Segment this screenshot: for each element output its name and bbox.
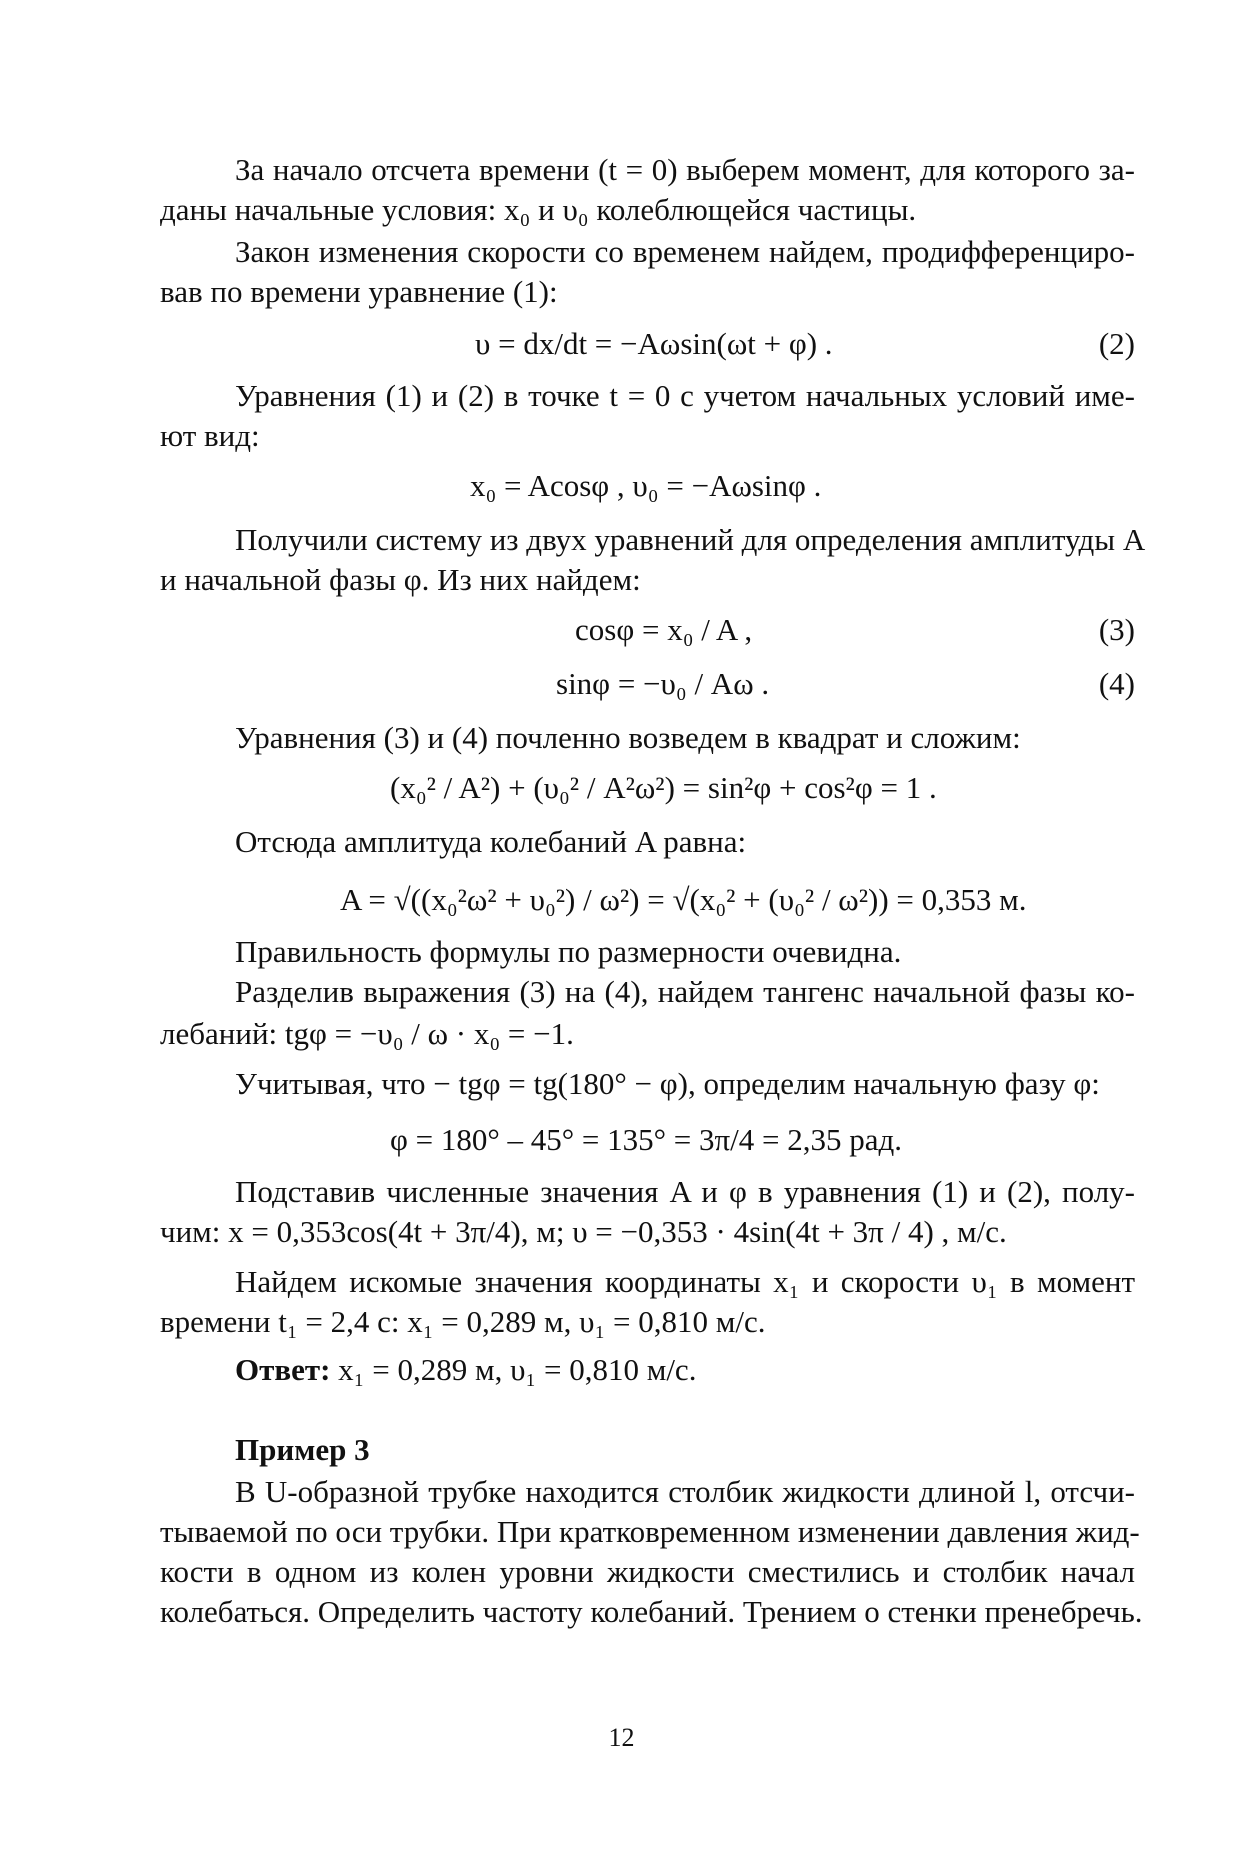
text-line: В U-образной трубке находится столбик жидкости длиной l, отсчи- — [235, 1474, 1135, 1509]
text-line: Подставив численные значения A и φ в уравнения (1) и (2), полу- — [235, 1174, 1135, 1209]
equation-2: υ = dx/dt = −Aωsin(ωt + φ) . — [475, 326, 833, 361]
equation-initial-conditions: x₀ = Acosφ , υ₀ = −Aωsinφ . — [470, 468, 822, 503]
text-line: чим: x = 0,353cos(4t + 3π/4), м; υ = −0,353 · 4sin(4t + 3π / 4) , м/с. — [160, 1214, 1007, 1249]
text-line: даны начальные условия: x₀ и υ₀ колеблющейся частицы. — [160, 192, 917, 227]
text-line: лебаний: tgφ = −υ₀ / ω · x₀ = −1. — [160, 1016, 574, 1051]
equation-number: (4) — [1098, 666, 1135, 701]
text-line: Закон изменения скорости со временем найдем, продифференциро- — [235, 234, 1135, 269]
answer-text: x₁ = 0,289 м, υ₁ = 0,810 м/с. — [330, 1352, 697, 1387]
equation-number: (2) — [1098, 326, 1135, 361]
text-line: ют вид: — [160, 418, 260, 453]
equation-amplitude: A = √((x₀²ω² + υ₀²) / ω²) = √(x₀² + (υ₀² / ω²)) = 0,353 м. — [340, 882, 1027, 917]
text-line: Отсюда амплитуда колебаний A равна: — [235, 824, 747, 859]
text-line: Учитывая, что − tgφ = tg(180° − φ), определим начальную фазу φ: — [235, 1066, 1100, 1101]
text-line: За начало отсчета времени (t = 0) выберем момент, для которого за- — [235, 152, 1135, 187]
equation-3: cosφ = x₀ / A , — [575, 612, 753, 647]
example-heading: Пример 3 — [235, 1432, 370, 1467]
text-line: времени t₁ = 2,4 с: x₁ = 0,289 м, υ₁ = 0,810 м/с. — [160, 1304, 766, 1339]
answer-label: Ответ: — [235, 1352, 331, 1387]
equation-number: (3) — [1098, 612, 1135, 647]
equation-phase: φ = 180° – 45° = 135° = 3π/4 = 2,35 рад. — [390, 1122, 903, 1157]
text-line: Правильность формулы по размерности очевидна. — [235, 934, 902, 969]
text-line: Получили систему из двух уравнений для определения амплитуды A — [235, 522, 1146, 557]
text-line: Уравнения (1) и (2) в точке t = 0 с учетом начальных условий име- — [235, 378, 1135, 413]
equation-4: sinφ = −υ₀ / Aω . — [556, 666, 770, 701]
text-line: и начальной фазы φ. Из них найдем: — [160, 562, 641, 597]
equation-sum-of-squares: (x₀² / A²) + (υ₀² / A²ω²) = sin²φ + cos²φ = 1 . — [390, 770, 937, 805]
text-line: Уравнения (3) и (4) почленно возведем в квадрат и сложим: — [235, 720, 1021, 755]
text-line: кости в одном из колен уровни жидкости сместились и столбик начал — [160, 1554, 1135, 1589]
text-line: тываемой по оси трубки. При кратковременном изменении давления жид- — [160, 1514, 1140, 1549]
answer-line — [235, 1350, 1135, 1390]
text-line: колебаться. Определить частоту колебаний. Трением о стенки пренебречь. — [160, 1594, 1143, 1629]
text-line: Найдем искомые значения координаты x₁ и скорости υ₁ в момент — [235, 1264, 1135, 1299]
page-number: 12 — [608, 1723, 635, 1752]
text-line: Разделив выражения (3) на (4), найдем тангенс начальной фазы ко- — [235, 974, 1135, 1009]
text-line: вав по времени уравнение (1): — [160, 274, 558, 309]
